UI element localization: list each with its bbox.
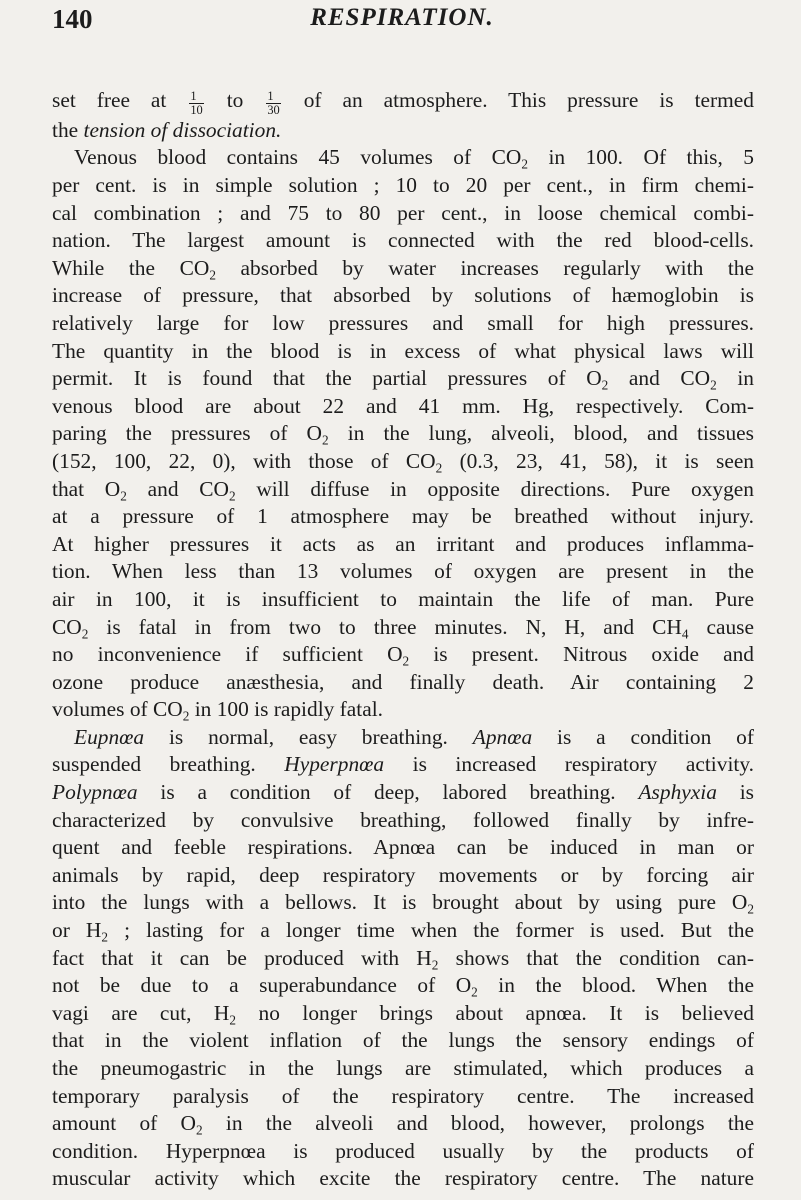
text-line: amount of $O_2$ in the alveoli and blood, however, prolongs the bbox=[52, 1111, 754, 1138]
italic-term: Asphyxia bbox=[638, 780, 717, 805]
text-line: characterized by convulsive breathing, followed finally by infre- bbox=[52, 807, 754, 832]
italic-term: Eupnœa bbox=[74, 724, 145, 749]
text-line: muscular activity which excite the respiratory centre. The nature bbox=[52, 1166, 754, 1191]
text-line: volumes of $CO_2$ in 100 is rapidly fatal. bbox=[52, 697, 384, 724]
page-number: 140 bbox=[52, 4, 93, 34]
fraction-one-thirtieth: $\frac{1}{30}$ bbox=[267, 88, 280, 117]
text-line: $CO_2$ is fatal in from two to three minutes. N, H, and $CH_4$ cause bbox=[52, 614, 754, 642]
text-line: nation. The largest amount is connected with the red blood-cells. bbox=[52, 228, 754, 253]
text-line: Eupnœa is normal, easy breathing. Apnœa is a condition of bbox=[74, 724, 754, 749]
text-line: or $H_2$ ; lasting for a longer time when the former is used. But the bbox=[52, 918, 754, 945]
text-line: increase of pressure, that absorbed by solutions of hæmoglobin is bbox=[52, 283, 754, 308]
text-line: venous blood are about 22 and 41 mm. Hg, respectively. Com- bbox=[52, 393, 754, 418]
text-line: The quantity in the blood is in excess of what physical laws will bbox=[52, 338, 754, 363]
text-line: that in the violent inflation of the lungs the sensory endings of bbox=[52, 1028, 754, 1053]
italic-term: Apnœa bbox=[472, 724, 533, 749]
text-line: per cent. is in simple solution ; 10 to 20 per cent., in firm chemi- bbox=[52, 173, 754, 198]
text-line: temporary paralysis of the respiratory centre. The increased bbox=[52, 1083, 754, 1108]
running-head: RESPIRATION. bbox=[310, 4, 494, 31]
text-line: no inconvenience if sufficient $O_2$ is present. Nitrous oxide and bbox=[52, 642, 755, 669]
text-line: Polypnœa is a condition of deep, labored breathing. Asphyxia is bbox=[52, 780, 755, 805]
page-header bbox=[52, 4, 752, 44]
text-line: While the $CO_2$ absorbed by water increases regularly with the bbox=[52, 255, 754, 283]
text-line: ozone produce anæsthesia, and finally death. Air containing 2 bbox=[52, 669, 754, 694]
text-line: into the lungs with a bellows. It is brought about by using pure $O_2$ bbox=[52, 890, 754, 918]
text-line: air in 100, it is insufficient to maintain the life of man. Pure bbox=[52, 586, 754, 611]
text-line: the tension of dissociation. bbox=[52, 117, 282, 142]
text-line: vagi are cut, $H_2$ no longer brings about apnœa. It is believed bbox=[52, 1000, 754, 1028]
italic-term: tension of dissociation. bbox=[83, 117, 282, 142]
text-line: cal combination ; and 75 to 80 per cent., in loose chemical combi- bbox=[52, 200, 754, 225]
text-line: tion. When less than 13 volumes of oxygen are present in the bbox=[52, 559, 754, 584]
italic-term: Hyperpnœa bbox=[284, 752, 385, 777]
text-line: (152, 100, 22, 0), with those of $CO_2$ (0.3, 23, 41, 58), it is seen bbox=[52, 448, 755, 476]
text-line: At higher pressures it acts as an irritant and produces inflamma- bbox=[52, 531, 754, 556]
text-line: not be due to a superabundance of $O_2$ in the blood. When the bbox=[52, 973, 754, 1000]
page-body bbox=[52, 87, 754, 1193]
text-line: set free at $\frac{1}{10}$ to $\frac{1}{30}$ of an atmosphere. This pressure is termed bbox=[52, 88, 754, 117]
text-line: Venous blood contains 45 volumes of $CO_2$ in 100. Of this, 5 bbox=[74, 145, 754, 173]
fraction-one-tenth: $\frac{1}{10}$ bbox=[190, 88, 203, 117]
text-line: paring the pressures of $O_2$ in the lung, alveoli, blood, and tissues bbox=[52, 421, 754, 448]
text-line: at a pressure of 1 atmosphere may be breathed without injury. bbox=[52, 504, 754, 529]
text-line: that $O_2$ and $CO_2$ will diffuse in opposite directions. Pure oxygen bbox=[52, 476, 754, 504]
text-line: the pneumogastric in the lungs are stimulated, which produces a bbox=[52, 1056, 754, 1081]
text-line: fact that it can be produced with $H_2$ shows that the condition can- bbox=[52, 945, 754, 973]
italic-term: Polypnœa bbox=[52, 780, 138, 805]
text-line: suspended breathing. Hyperpnœa is increased respiratory activity. bbox=[52, 752, 754, 777]
text-line: quent and feeble respirations. Apnœa can be induced in man or bbox=[52, 835, 754, 860]
text-line: relatively large for low pressures and small for high pressures. bbox=[52, 310, 754, 335]
text-line: condition. Hyperpnœa is produced usually by the products of bbox=[52, 1138, 754, 1163]
text-line: permit. It is found that the partial pressures of $O_2$ and $CO_2$ in bbox=[52, 366, 754, 393]
text-line: animals by rapid, deep respiratory movements or by forcing air bbox=[52, 862, 754, 887]
